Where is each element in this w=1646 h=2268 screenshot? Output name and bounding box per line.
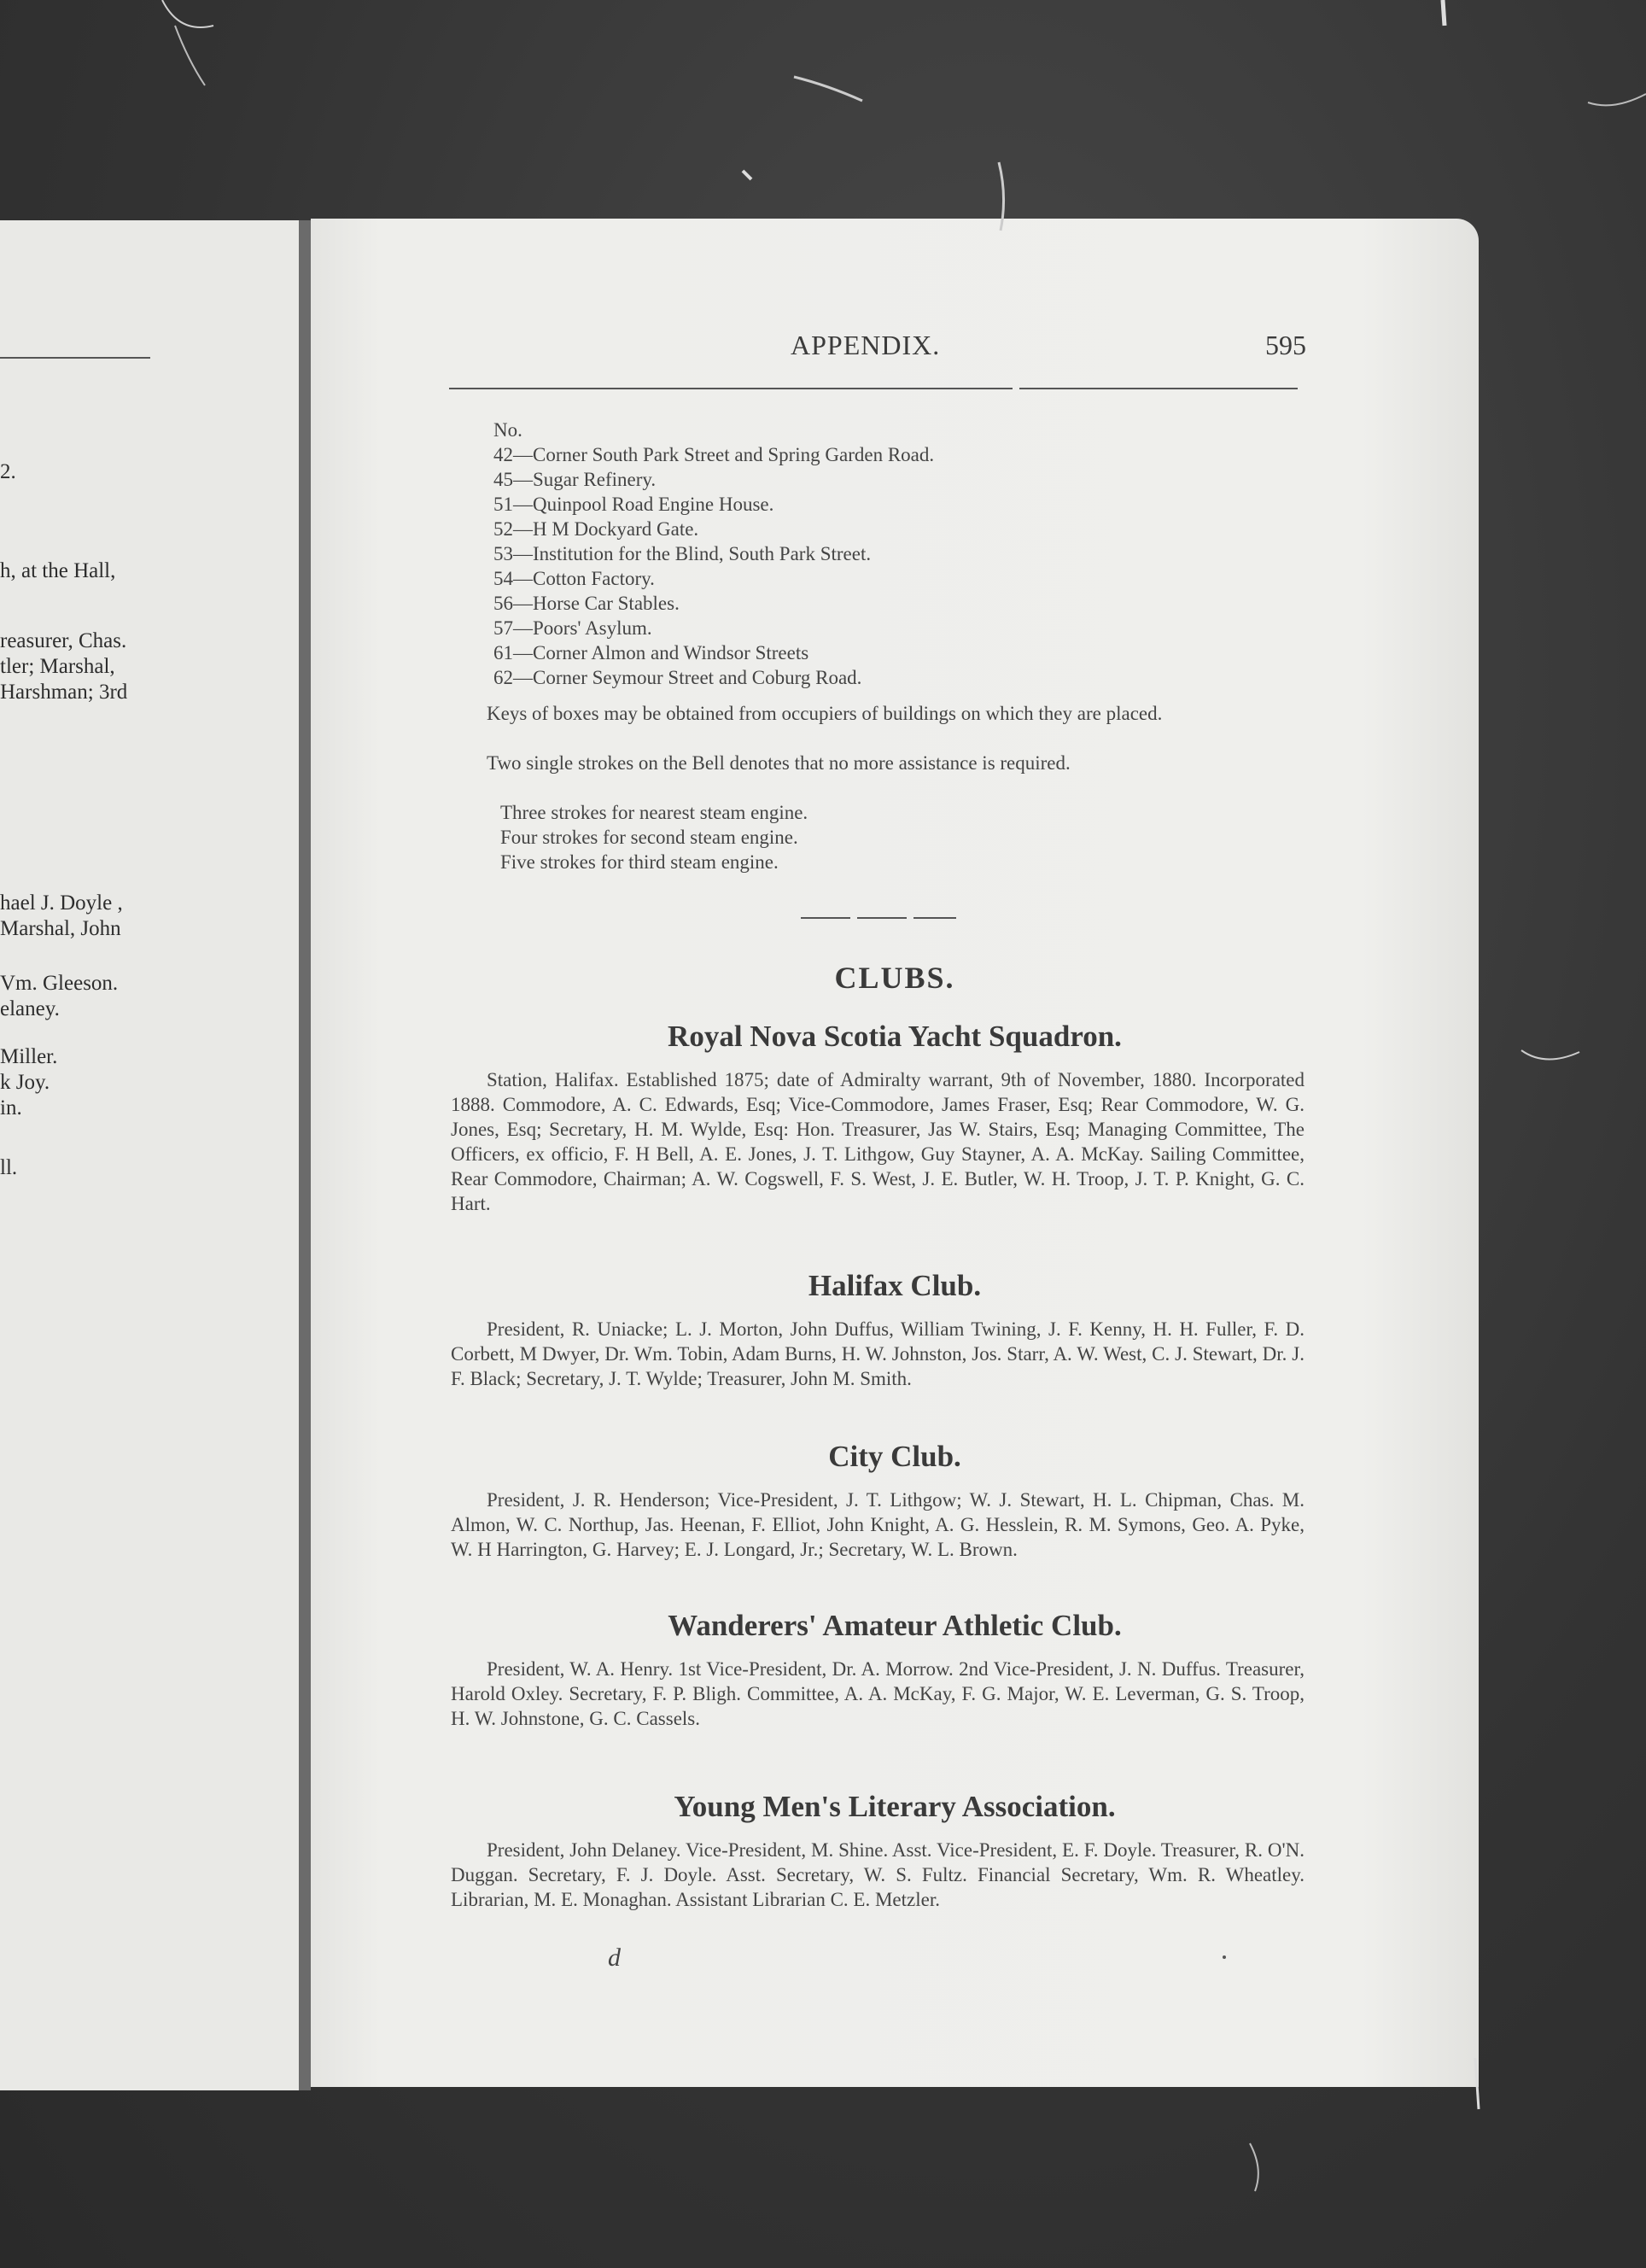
list-item: 42—Corner South Park Street and Spring Garden Road.	[493, 444, 935, 465]
club-details-halifax: President, R. Uniacke; L. J. Morton, John Duffus, William Twining, J. F. Kenny, H. H. Fuller, F. D. Corbett, M Dwyer, Dr. Wm. Tobin, Adam Burns, H. W. Johnston, Jos. Starr, A. W. West, C. J. Stewart, Dr. J. F. Black; Secretary, J. T. Wylde; Treasurer, John M. Smith.	[451, 1318, 1305, 1389]
debris-mark	[175, 26, 205, 85]
debris-mark	[1475, 2058, 1479, 2109]
list-item: 53—Institution for the Blind, South Park Street.	[493, 543, 872, 564]
debris-mark	[1588, 94, 1646, 105]
list-item: 57—Poors' Asylum.	[493, 617, 652, 639]
club-details-wanderers: President, W. A. Henry. 1st Vice-President, Dr. A. Morrow. 2nd Vice-President, J. N. Duffus. Treasurer, Harold Oxley. Secretary, F. P. Bligh. Committee, A. A. McKay, F. G. Major, W. E. Leverman, G. S. Troop, H. W. Johnstone, G. C. Cassels.	[451, 1658, 1305, 1729]
left-page-text-line: Harshman; 3rd	[0, 681, 128, 704]
clubs-heading: CLUBS.	[834, 961, 955, 995]
keys-note: Keys of boxes may be obtained from occupiers of buildings on which they are placed.	[487, 703, 1163, 724]
left-page-text-line: 2.	[0, 460, 16, 483]
list-item: 52—H M Dockyard Gate.	[493, 518, 699, 540]
bell-note: Two single strokes on the Bell denotes that no more assistance is required.	[487, 752, 1071, 774]
page-number: 595	[1265, 330, 1306, 360]
running-header: APPENDIX.	[791, 330, 941, 360]
club-details-young-mens: President, John Delaney. Vice-President, M. Shine. Asst. Vice-President, E. F. Doyle. Treasurer, R. O'N. Duggan. Secretary, F. J. Doyle. Asst. Secretary, W. S. Fultz. Financial Secretary, Wm. R. Wheatley. Librarian, M. E. Monaghan. Assistant Librarian C. E. Metzler.	[451, 1839, 1305, 1910]
left-page-text-line: Marshal, John	[0, 917, 121, 940]
strokes-note: Four strokes for second steam engine.	[500, 827, 798, 848]
debris-mark	[794, 77, 862, 101]
left-page-text-line: Vm. Gleeson.	[0, 972, 119, 995]
list-item: 45—Sugar Refinery.	[493, 469, 657, 490]
strokes-note: Five strokes for third steam engine.	[500, 851, 779, 873]
debris-mark	[162, 0, 213, 27]
left-page-text-line: elaney.	[0, 997, 60, 1020]
club-details-royal-nova-scotia: Station, Halifax. Established 1875; date of Admiralty warrant, 9th of November, 1880. Incorporated 1888. Commodore, A. C. Edwards, Esq; Vice-Commodore, James Fraser, Esq; Rear Commodore, W. G. Jones, Esq; Secretary, H. M. Wylde, Esq: Hon. Treasurer, Jas W. Stairs, Esq; Managing Committee, The Officers, ex officio, F. H Bell, A. E. Jones, J. T. Lithgow, Guy Stayner, A. A. McKay. Sailing Committee, Rear Commodore, Chairman; A. W. Cogswell, F. S. West, J. E. Butler, W. H. Troop, J. T. P. Knight, G. C. Hart.	[451, 1069, 1305, 1214]
debris-mark	[743, 171, 751, 179]
left-page-text-line: in.	[0, 1096, 22, 1119]
debris-mark	[1521, 1050, 1579, 1060]
debris-mark	[999, 162, 1004, 231]
left-page-text-line: hael J. Doyle ,	[0, 891, 123, 915]
club-heading-city: City Club.	[828, 1440, 961, 1473]
left-page-text-line: k Joy.	[0, 1071, 50, 1094]
list-item: 61—Corner Almon and Windsor Streets	[493, 642, 809, 663]
left-page-text-line: tler; Marshal,	[0, 655, 115, 678]
list-item: 51—Quinpool Road Engine House.	[493, 494, 774, 515]
list-item: 54—Cotton Factory.	[493, 568, 655, 589]
list-item: 56—Horse Car Stables.	[493, 593, 680, 614]
club-heading-royal-nova-scotia: Royal Nova Scotia Yacht Squadron.	[668, 1020, 1122, 1053]
debris-mark	[1250, 2143, 1258, 2191]
club-heading-wanderers: Wanderers' Amateur Athletic Club.	[668, 1609, 1122, 1642]
club-details-city: President, J. R. Henderson; Vice-President, J. T. Lithgow; W. J. Stewart, H. L. Chipman, Chas. M. Almon, W. C. Northup, Jas. Heenan, F. Elliot, John Knight, A. G. Hesslein, R. M. Symons, Geo. A. Pyke, W. H Harrington, G. Harvey; E. J. Longard, Jr.; Secretary, W. L. Brown.	[451, 1489, 1305, 1560]
list-item: No.	[493, 419, 522, 441]
left-page-text-line: h, at the Hall,	[0, 559, 116, 582]
strokes-note: Three strokes for nearest steam engine.	[500, 802, 808, 823]
debris-mark	[1443, 0, 1445, 26]
left-page-text-line: reasurer, Chas.	[0, 629, 127, 652]
left-page-text-line: ll.	[0, 1156, 18, 1179]
printer-signature-mark: d	[608, 1944, 621, 1972]
club-heading-young-mens: Young Men's Literary Association.	[674, 1790, 1116, 1823]
club-heading-halifax: Halifax Club.	[808, 1269, 982, 1302]
left-page-text-line: Miller.	[0, 1045, 58, 1068]
list-item: 62—Corner Seymour Street and Coburg Road.	[493, 667, 862, 688]
